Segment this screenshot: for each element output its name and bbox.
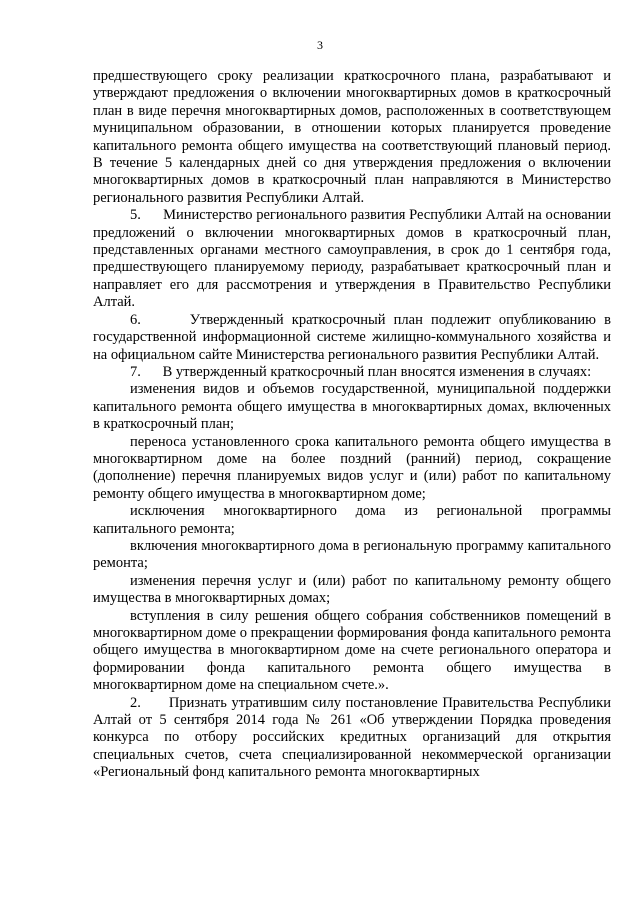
paragraph-item-7: 7. В утвержденный краткосрочный план вносятся изменения в случаях: [130,363,592,380]
list-item-change-services: изменения перечня услуг и (или) работ по капитальному ремонту общего имущества в многоквартирных домах; [93,572,611,607]
paragraph-continuation: предшествующего сроку реализации краткосрочного плана, разрабатывают и утверждают предложения о включении многоквартирных домов в краткосрочный план в виде перечня многоквартирных домов, расположенных в соответствующем муниципальном образовании, в отношении которых планируется проведение капитального ремонта общего имущества на соответствующий плановый период. В течение 5 календарных дней со дня утверждения предложения о включении многоквартирных домов в краткосрочный план направляются в Министерство регионального развития Республики Алтай. [93,68,611,206]
list-item-change-support: изменения видов и объемов государственной, муниципальной поддержки капитального ремонта общего имущества в многоквартирных домах, включенных в краткосрочный план; [93,381,611,433]
paragraph-item-5: 5. Министерство регионального развития Республики Алтай на основании предложений о включении многоквартирных домов в краткосрочный план, представленных органами местного самоуправления, в срок до 1 сентября года, предшествующего планируемому периоду, разрабатывает краткосрочный план и направляет его для рассмотрения и утверждения в Правительство Республики Алтай. [93,207,611,311]
list-item-owners-decision: вступления в силу решения общего собрания собственников помещений в многоквартирном доме о прекращении формирования фонда капитального ремонта общего имущества в многоквартирном доме на счете регионального оператора и формировании фонда капитального ремонта общего имущества в многоквартирном доме на специальном счете.». [93,607,611,694]
list-item-transfer-deadline: переноса установленного срока капитального ремонта общего имущества в многоквартирном доме на более поздний (ранний) период, сокращение (дополнение) перечня планируемых видов услуг и (или) работ по капитальному ремонту общего имущества в многоквартирном доме; [93,433,611,502]
document-body [93,68,611,782]
paragraph-item-6: 6. Утвержденный краткосрочный план подлежит опубликованию в государственной информационной системе жилищно-коммунального хозяйства и на официальном сайте Министерства регионального развития Республики Алтай. [93,311,611,363]
paragraph-item-2: 2. Признать утратившим силу постановление Правительства Республики Алтай от 5 сентября 2014 года № 261 «Об утверждении Порядка проведения конкурса по отбору российских кредитных организаций для открытия специальных счетов, счета специализированной некоммерческой организации «Региональный фонд капитального ремонта многоквартирных [93,694,611,781]
page-number: 3 [317,38,323,52]
list-item-inclusion: включения многоквартирного дома в региональную программу капитального ремонта; [93,537,611,572]
list-item-exclusion: исключения многоквартирного дома из региональной программы капитального ремонта; [93,503,611,537]
